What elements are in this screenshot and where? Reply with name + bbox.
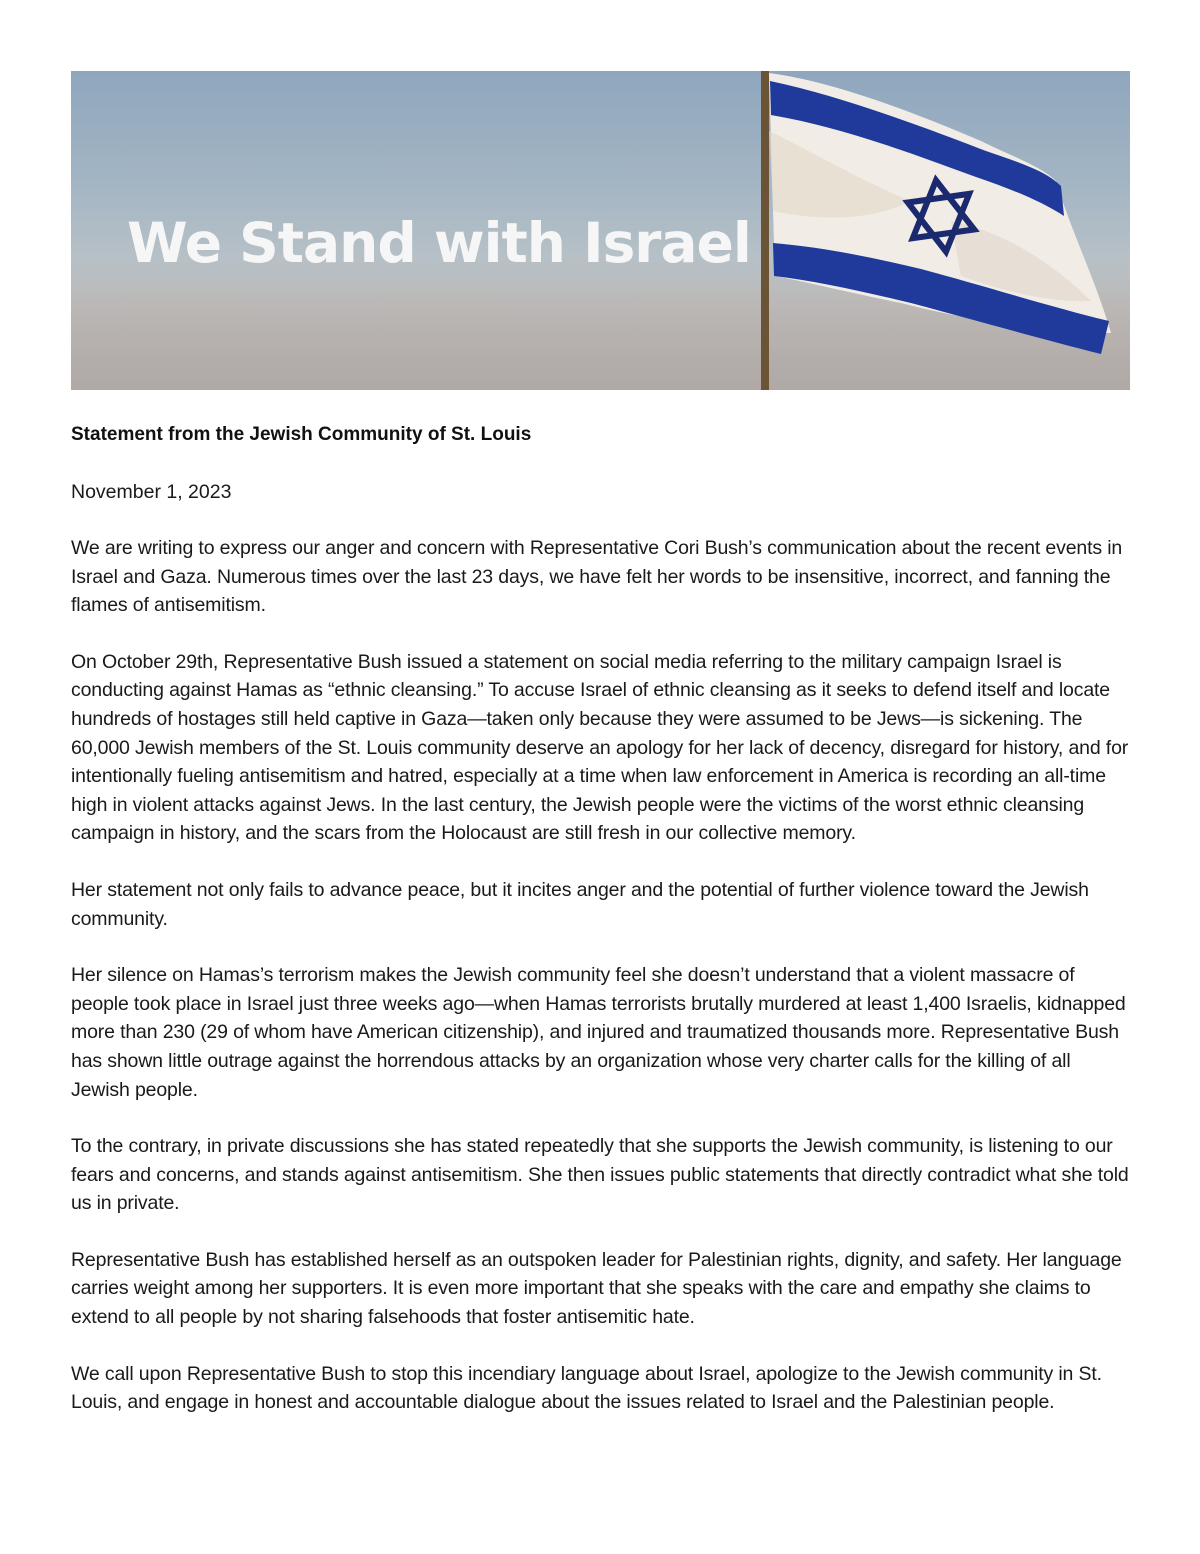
- paragraph-4: Her silence on Hamas’s terrorism makes the Jewish community feel she doesn’t understand that a violent massacre of people took place in Israel just three weeks ago—when Hamas terrorists brutally murdered at least 1,400 Israelis, kidnapped more than 230 (29 of whom have American citizenship), and injured and traumatized thousands more. Representative Bush has shown little outrage against the horrendous attacks by an organization whose very charter calls for the killing of all Jewish people.: [71, 964, 1126, 1101]
- header-banner: [71, 71, 1130, 390]
- paragraph-6: Representative Bush has established herself as an outspoken leader for Palestinian rights, dignity, and safety. Her language carries weight among her supporters. It is even more important that she speaks with the care and empathy she claims to extend to all people by not sharing falsehoods that foster antisemitic hate.: [71, 1248, 1122, 1329]
- paragraph-1: We are writing to express our anger and concern with Representative Cori Bush’s communication about the recent events in Israel and Gaza. Numerous times over the last 23 days, we have felt her words to be insensitive, incorrect, and fanning the flames of antisemitism.: [71, 537, 1123, 617]
- paragraph-7: We call upon Representative Bush to stop this incendiary language about Israel, apologize to the Jewish community in St. Louis, and engage in honest and accountable dialogue about the issues related to Israel and the Palestinian people.: [71, 1362, 1102, 1414]
- banner-title: We Stand with Israel: [127, 211, 751, 275]
- statement-title: Statement from the Jewish Community of St. Louis: [71, 424, 532, 445]
- flagpole: [761, 71, 769, 390]
- israeli-flag-icon: [751, 71, 1130, 390]
- statement-body: [71, 420, 1131, 1445]
- paragraph-3: Her statement not only fails to advance peace, but it incites anger and the potential of further violence toward the Jewish community.: [71, 878, 1089, 930]
- statement-date: November 1, 2023: [71, 481, 232, 503]
- paragraph-5: To the contrary, in private discussions she has stated repeatedly that she supports the Jewish community, is listening to our fears and concerns, and stands against antisemitism. She then issues public statements that directly contradict what she told us in private.: [71, 1135, 1129, 1215]
- paragraph-2: On October 29th, Representative Bush issued a statement on social media referring to the military campaign Israel is conducting against Hamas as “ethnic cleansing.” To accuse Israel of ethnic cleansing as it seeks to defend itself and locate hundreds of hostages still held captive in Gaza—taken only because they were assumed to be Jews—is sickening. The 60,000 Jewish members of the St. Louis community deserve an apology for her lack of decency, disregard for history, and for intentionally fueling antisemitism and hatred, especially at a time when law enforcement in America is recording an all-time high in violent attacks against Jews. In the last century, the Jewish people were the victims of the worst ethnic cleansing campaign in history, and the scars from the Holocaust are still fresh in our collective memory.: [71, 650, 1129, 845]
